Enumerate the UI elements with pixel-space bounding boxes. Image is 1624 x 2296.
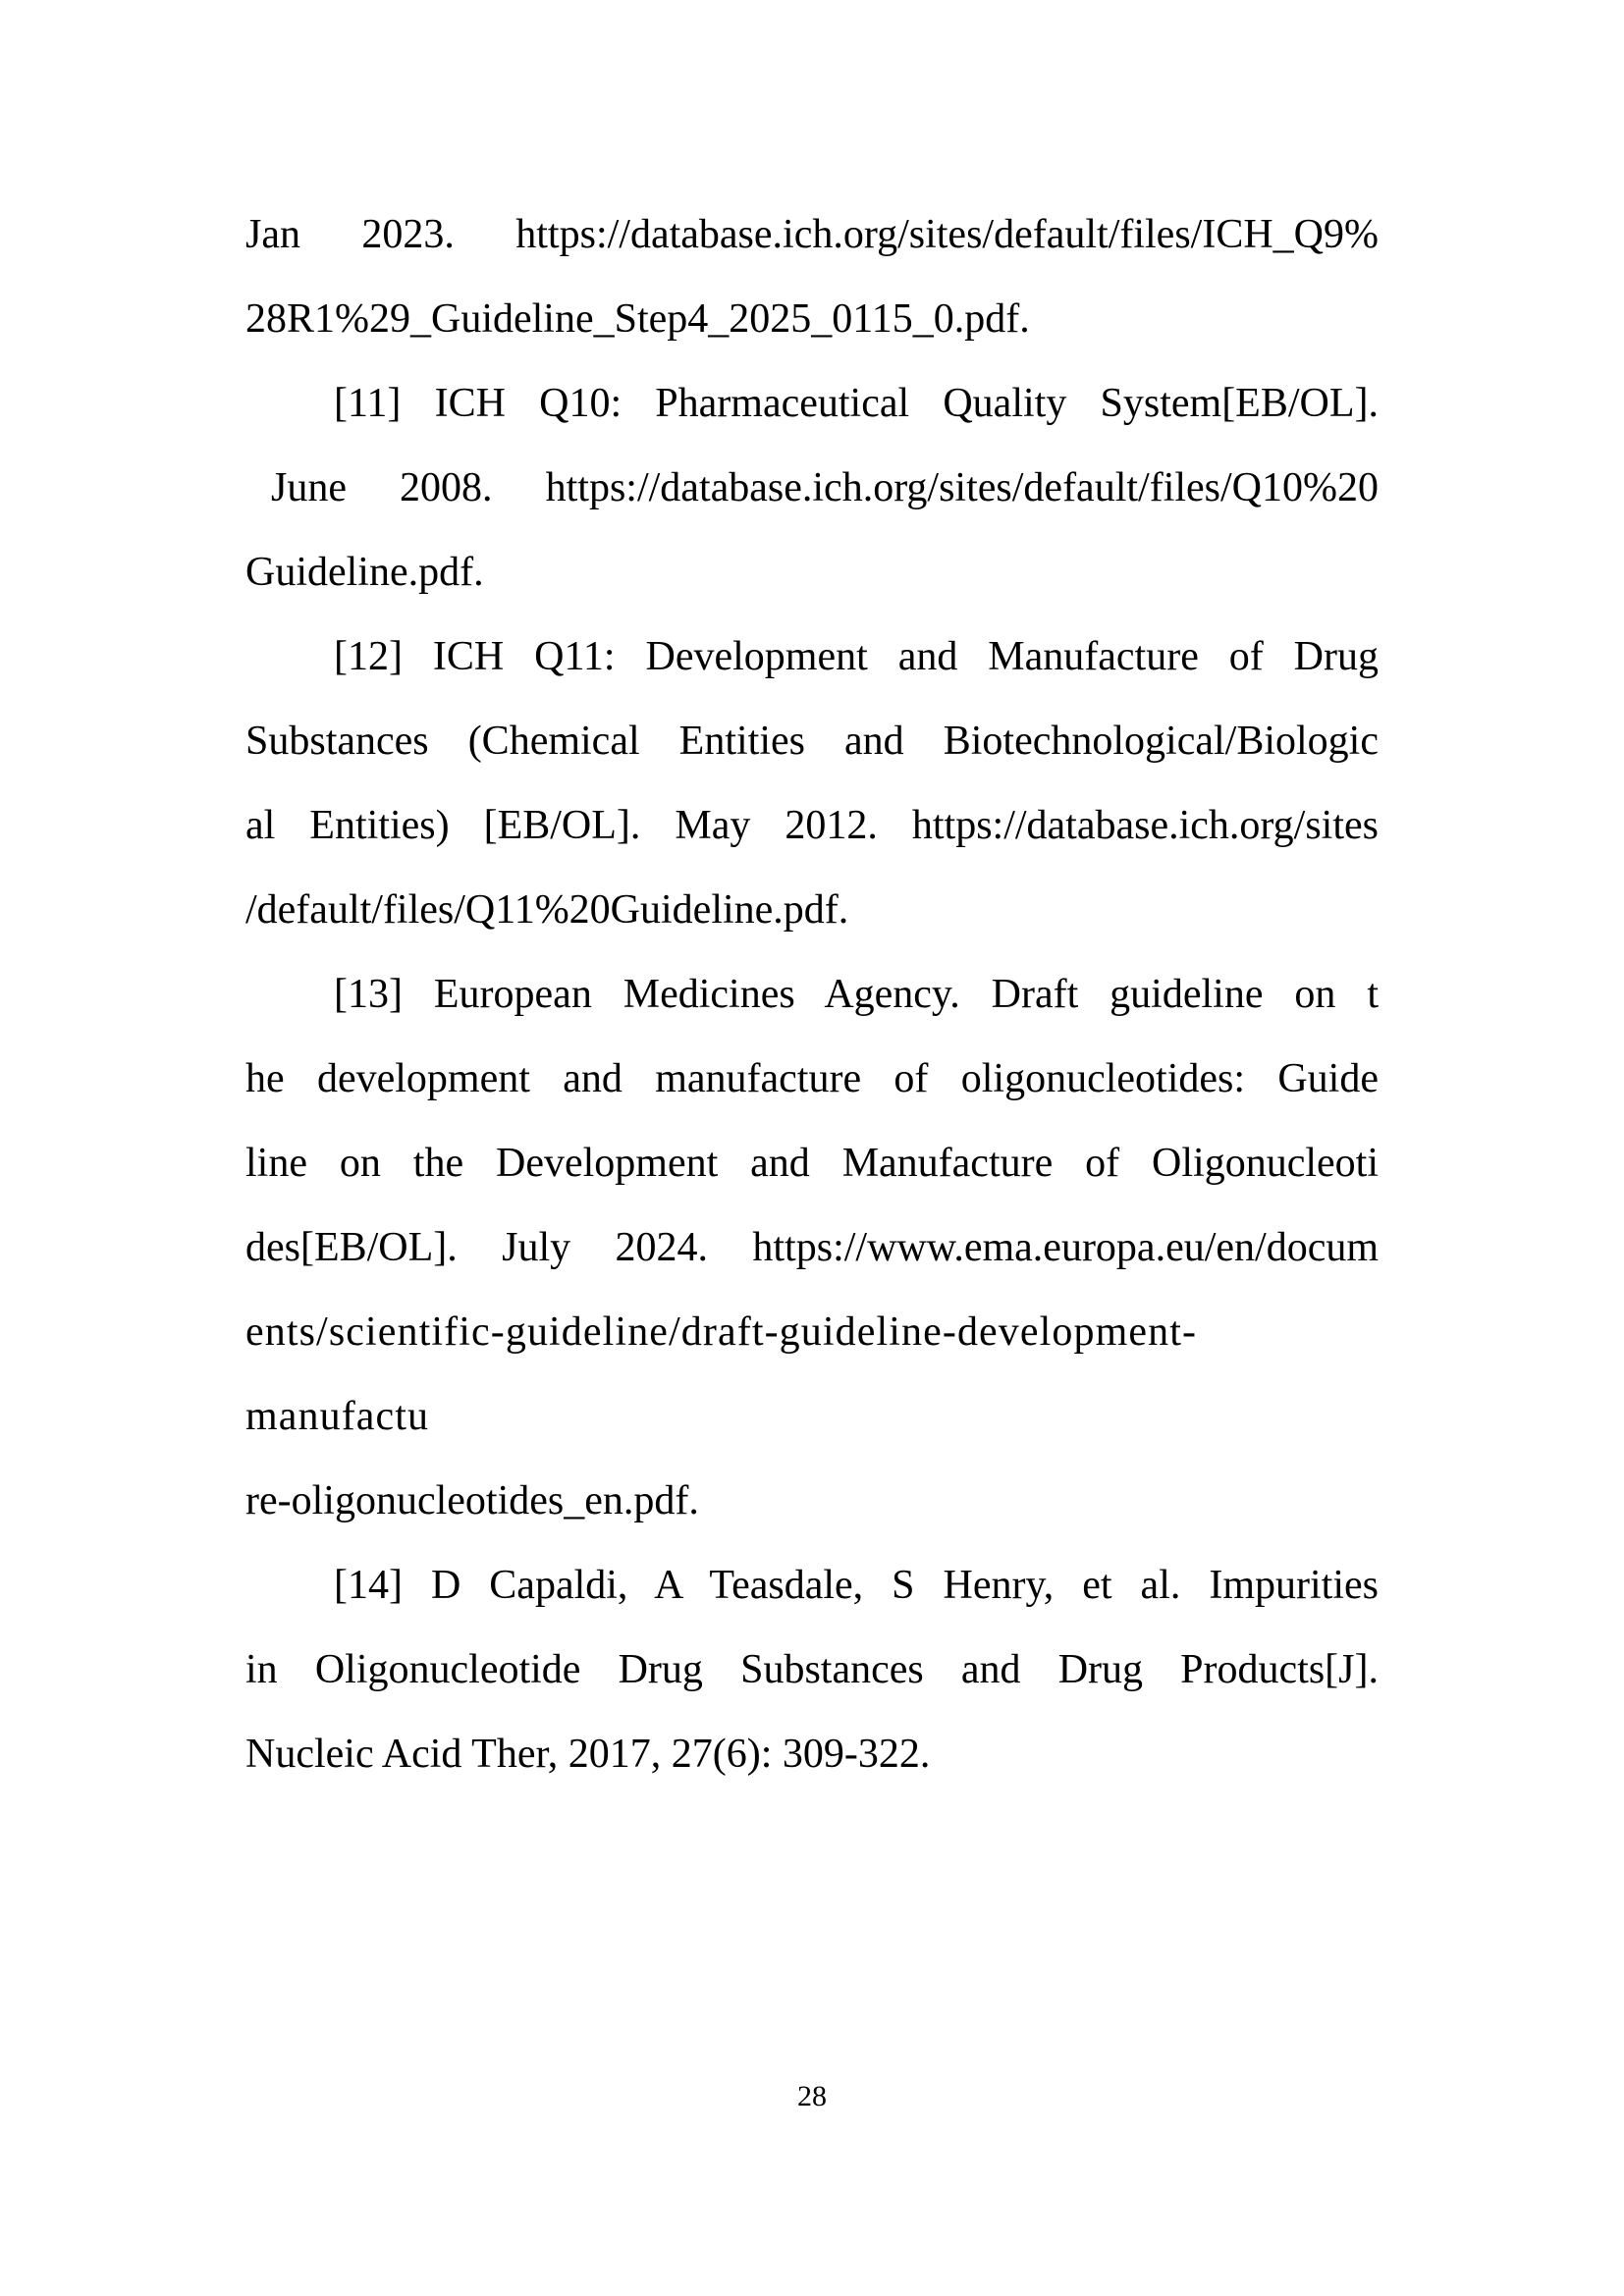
reference-line: al Entities) [EB/OL]. May 2012. https://database.ich.org/sites [245, 803, 1379, 848]
reference-line: Nucleic Acid Ther, 2017, 27(6): 309-322. [245, 1732, 931, 1777]
reference-line: re-oligonucleotides_en.pdf. [245, 1478, 699, 1523]
reference-line: line on the Development and Manufacture of Oligonucleoti [245, 1141, 1379, 1186]
reference-line: in Oligonucleotide Drug Substances and Drug Products[J]. [245, 1647, 1379, 1692]
reference-line: he development and manufacture of oligonucleotides: Guide [245, 1056, 1379, 1101]
reference-line: Substances (Chemical Entities and Biotechnological/Biologic [245, 719, 1379, 764]
reference-line: Guideline.pdf. [245, 550, 484, 595]
reference-11-start: [11] ICH Q10: Pharmaceutical Quality System[EB/OL]. [334, 381, 1379, 426]
page-number: 28 [797, 2080, 827, 2112]
reference-line: June 2008. https://database.ich.org/sites/default/files/Q10%20 [271, 465, 1379, 510]
reference-14-start: [14] D Capaldi, A Teasdale, S Henry, et al. Impurities [334, 1563, 1379, 1608]
reference-13-start: [13] European Medicines Agency. Draft guideline on t [334, 972, 1379, 1017]
references-text [245, 192, 1379, 1796]
reference-line: ents/scientific-guideline/draft-guideline-development-manufactu [245, 1309, 1198, 1439]
reference-line: 28R1%29_Guideline_Step4_2025_0115_0.pdf. [245, 296, 1030, 342]
reference-12-start: [12] ICH Q11: Development and Manufacture of Drug [334, 634, 1379, 679]
reference-line: Jan 2023. https://database.ich.org/sites/default/files/ICH_Q9% [245, 212, 1379, 257]
reference-line: /default/files/Q11%20Guideline.pdf. [245, 887, 849, 933]
reference-line: des[EB/OL]. July 2024. https://www.ema.europa.eu/en/docum [245, 1225, 1379, 1270]
